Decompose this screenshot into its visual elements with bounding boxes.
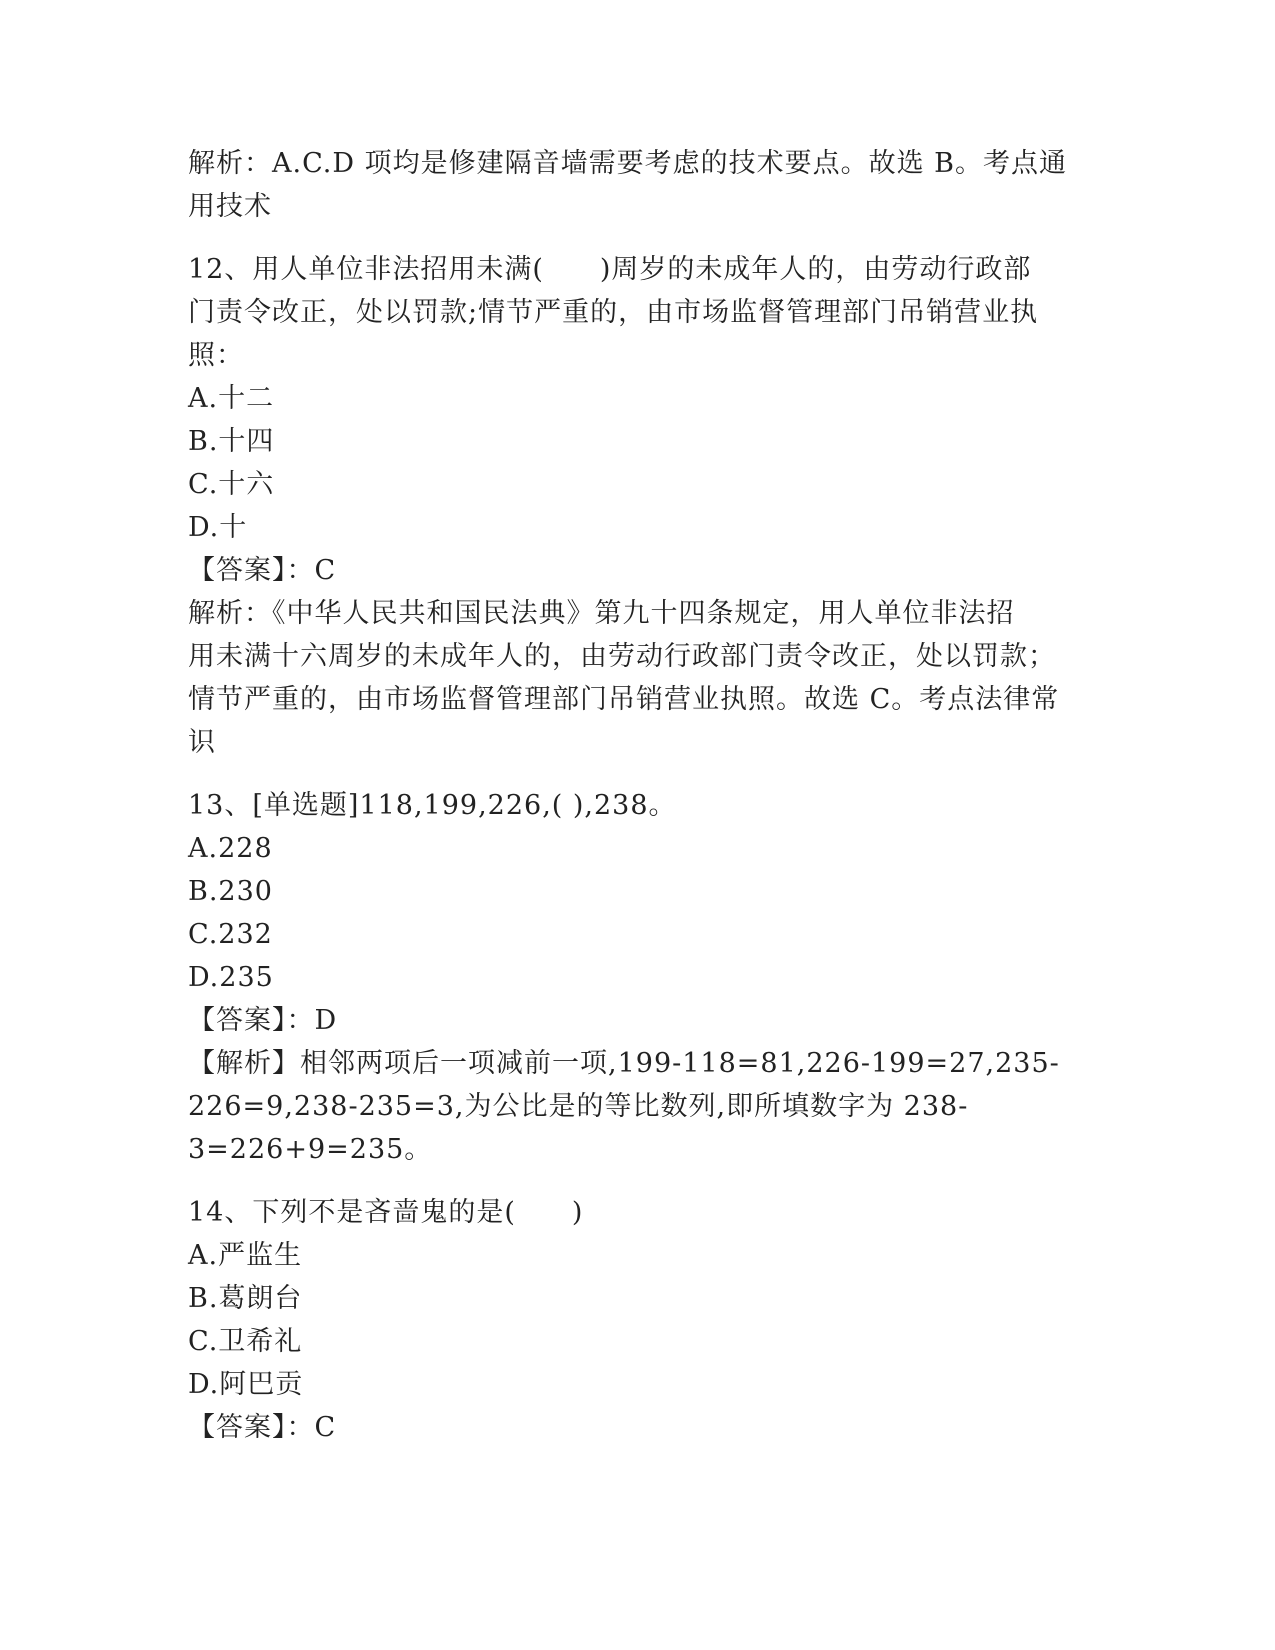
question-14 (188, 1191, 1078, 1449)
option-c: C.232 (188, 919, 273, 950)
option-b: B.230 (188, 876, 273, 907)
question-12 (188, 248, 1078, 764)
analysis-line: 情节严重的，由市场监督管理部门吊销营业执照。故选 C。考点法律常 (188, 684, 1060, 715)
analysis-line: 226=9,238-235=3,为公比是的等比数列,即所填数字为 238- (188, 1091, 969, 1122)
option-d: D.十 (188, 512, 248, 543)
option-b: B.葛朗台 (188, 1283, 303, 1314)
analysis-line: 识 (188, 727, 216, 758)
analysis-line: 解析：A.C.D 项均是修建隔音墙需要考虑的技术要点。故选 B。考点通 (188, 148, 1068, 179)
option-d: D.阿巴贡 (188, 1369, 304, 1400)
question-stem: 照： (188, 340, 244, 371)
question-stem: 13、[单选题]118,199,226,( ),238。 (188, 790, 677, 821)
option-a: A.十二 (188, 383, 275, 414)
analysis-line: 【解析】相邻两项后一项减前一项,199-118=81,226-199=27,235- (188, 1048, 1060, 1079)
analysis-line: 用技术 (188, 191, 272, 222)
analysis-line: 用未满十六周岁的未成年人的，由劳动行政部门责令改正，处以罚款； (188, 641, 1056, 672)
option-b: B.十四 (188, 426, 275, 457)
answer: 【答案】：C (188, 1412, 337, 1443)
question-11-analysis (188, 142, 1078, 228)
question-stem: 14、下列不是吝啬鬼的是( ) (188, 1197, 584, 1228)
answer: 【答案】：C (188, 555, 337, 586)
option-d: D.235 (188, 962, 274, 993)
question-stem: 门责令改正，处以罚款;情节严重的，由市场监督管理部门吊销营业执 (188, 297, 1039, 328)
option-a: A.严监生 (188, 1240, 303, 1271)
question-13 (188, 784, 1078, 1171)
analysis-line: 解析：《中华人民共和国民法典》第九十四条规定，用人单位非法招 (188, 598, 1015, 629)
document-page (188, 142, 1078, 1449)
question-stem: 12、用人单位非法招用未满( )周岁的未成年人的，由劳动行政部 (188, 254, 1032, 285)
option-c: C.卫希礼 (188, 1326, 303, 1357)
analysis-line: 3=226+9=235。 (188, 1134, 433, 1165)
option-c: C.十六 (188, 469, 275, 500)
option-a: A.228 (188, 833, 273, 864)
answer: 【答案】：D (188, 1005, 338, 1036)
